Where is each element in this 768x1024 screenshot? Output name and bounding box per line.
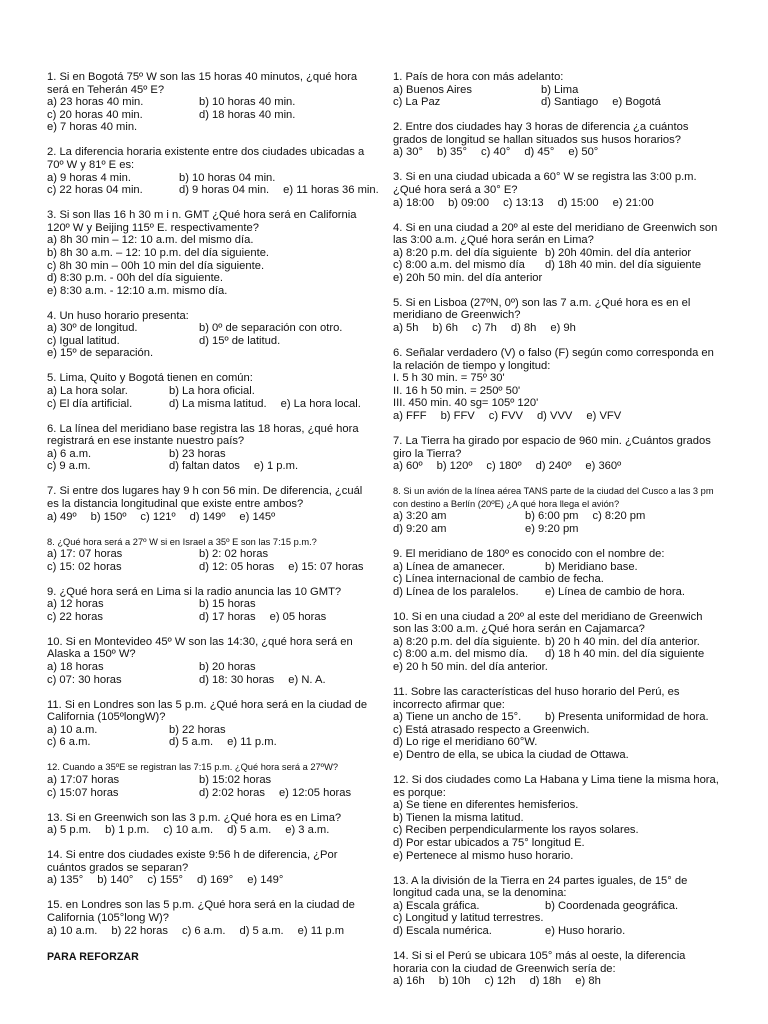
option-row — [393, 247, 721, 260]
answer-option: a) Buenos Aires — [393, 83, 472, 96]
question-stem: 3. Si son llas 16 h 30 m i n. GMT ¿Qué hora será en California 120º W y Beijing 115º E. respectivamente? — [47, 209, 357, 234]
answer-option: a) 18 horas — [47, 661, 104, 674]
option-row — [393, 824, 721, 837]
option-row — [393, 397, 721, 410]
answer-option: c) 07: 30 horas — [47, 673, 122, 686]
answer-option: e) VFV — [586, 410, 622, 423]
answer-option: b) 10 horas 04 min. — [179, 171, 276, 184]
answer-option: c) Línea internacional de cambio de fecha. — [393, 573, 604, 586]
option-row — [393, 84, 721, 97]
question-right-13 — [393, 875, 721, 938]
answer-option: d) Escala numérica. — [393, 924, 492, 937]
option-row — [47, 548, 373, 561]
question-stem: 8. Si un avión de la línea aérea TANS parte de la ciudad del Cusco a las 3 pm con destino a Berlín (20ºE) ¿A qué hora llega el avión? — [393, 486, 714, 509]
question-right-2 — [393, 121, 721, 159]
question-stem: 5. Lima, Quito y Bogotá tienen en común: — [47, 372, 253, 385]
answer-option: c) 10 a.m. — [163, 824, 214, 837]
option-row — [393, 912, 721, 925]
answer-option: e) N. A. — [288, 673, 326, 686]
option-row — [393, 523, 721, 536]
answer-option: c) 180º — [486, 460, 522, 473]
answer-option: a) 49º — [47, 510, 77, 523]
answer-option: d) 18h — [529, 975, 562, 988]
option-row — [47, 260, 373, 273]
option-row — [393, 925, 721, 938]
question-stem: 4. Un huso horario presenta: — [47, 309, 189, 322]
answer-option: a) 30º de longitud. — [47, 322, 138, 335]
answer-option: a) 9 horas 4 min. — [47, 171, 131, 184]
option-row — [47, 184, 379, 197]
answer-option: a) 10 a.m. — [47, 723, 98, 736]
question-left-7 — [47, 485, 373, 523]
question-left-15 — [47, 899, 373, 937]
option-row — [47, 172, 373, 185]
answer-option: III. 450 min. 40 sg= 105º 120' — [393, 397, 539, 410]
question-stem: 6. Señalar verdadero (V) o falso (F) según como corresponda en la relación de tiempo y longitud: — [393, 347, 714, 372]
answer-option: b) 35° — [436, 146, 467, 159]
option-row — [393, 573, 721, 586]
answer-option: d) 5 a.m. — [169, 736, 214, 749]
answer-option: a) 60º — [393, 460, 423, 473]
answer-option: a) 23 horas 40 min. — [47, 96, 144, 109]
answer-option: c) 8:20 pm — [592, 510, 646, 523]
answer-option: d) 45° — [524, 146, 555, 159]
option-row — [47, 787, 373, 800]
question-stem: 12. Si dos ciudades como La Habana y Lima tiene la misma hora, es porque: — [393, 774, 719, 799]
answer-option: a) 10 a.m. — [47, 924, 98, 937]
answer-option: d) 15º de latitud. — [199, 334, 281, 347]
answer-option: c) 22 horas 04 min. — [47, 184, 143, 197]
answer-option: a) La hora solar. — [47, 385, 128, 398]
answer-option: e) 11 p.m. — [227, 736, 277, 749]
answer-option: a) 6 a.m. — [47, 447, 92, 460]
question-left-6 — [47, 423, 373, 473]
answer-option: b) 15 horas — [199, 598, 256, 611]
answer-option: a) 5 p.m. — [47, 824, 92, 837]
answer-option: e) 9h — [550, 322, 576, 335]
option-row — [393, 197, 721, 210]
question-stem: 13. A la división de la Tierra en 24 partes iguales, de 15° de longitud cada una, se la denomina: — [393, 874, 688, 900]
answer-option: d) Lo rige el meridiano 60°W. — [393, 736, 538, 749]
option-row — [393, 724, 721, 737]
answer-option: c) 22 horas — [47, 610, 103, 623]
option-row — [393, 636, 721, 649]
answer-option: c) 8:00 a.m. del mismo día — [393, 259, 525, 272]
answer-option: c) Reciben perpendicularmente los rayos solares. — [393, 824, 639, 837]
option-row — [47, 925, 373, 938]
answer-option: d) 149º — [189, 510, 226, 523]
answer-option: d) 18 horas 40 min. — [199, 108, 296, 121]
answer-option: d) VVV — [536, 410, 573, 423]
question-stem: 10. Si en Montevideo 45º W son las 14:30, ¿qué hora será en Alaska a 150º W? — [47, 635, 353, 661]
question-stem: 13. Si en Greenwich son las 3 p.m. ¿Qué hora es en Lima? — [47, 811, 342, 824]
answer-option: e) Pertenece al mismo huso horario. — [393, 849, 574, 862]
answer-option: b) 23 horas — [169, 447, 226, 460]
option-row — [47, 109, 373, 122]
question-stem: 7. Si entre dos lugares hay 9 h con 56 min. De diferencia, ¿cuál es la distancia longitudinal que existe entre ambos? — [47, 485, 363, 510]
answer-option: b) 8h 30 a.m. – 12: 10 p.m. del día siguiente. — [47, 246, 270, 259]
answer-option: b) 09:00 — [448, 196, 490, 209]
question-left-14 — [47, 849, 373, 887]
answer-option: c) 8h 30 min – 00h 10 min del día siguiente. — [47, 259, 265, 272]
answer-option: c) La Paz — [393, 96, 441, 109]
question-stem: 4. Si en una ciudad a 20º al este del meridiano de Greenwich son las 3:00 a.m. ¿Qué hora serán en Lima? — [393, 221, 718, 247]
answer-option: b) 120º — [436, 460, 473, 473]
answer-option: c) FVV — [488, 410, 523, 423]
option-row — [393, 648, 721, 661]
question-right-9 — [393, 548, 721, 598]
answer-option: c) El día artificial. — [47, 397, 133, 410]
answer-option: e) 20h 50 min. del día anterior — [393, 271, 543, 284]
option-row — [393, 259, 721, 272]
question-left-5 — [47, 372, 373, 410]
answer-option: b) 0º de separación con otro. — [199, 322, 343, 335]
answer-option: e) 50° — [568, 146, 599, 159]
option-row — [47, 398, 373, 411]
answer-option: d) 17 horas — [199, 610, 256, 623]
question-right-5 — [393, 297, 721, 335]
answer-option: c) 12h — [484, 975, 516, 988]
answer-option: d) 169° — [196, 874, 234, 887]
answer-option: e) 05 horas — [269, 610, 327, 623]
answer-option: d) 2:02 horas — [199, 786, 265, 799]
question-stem: 14. Si si el Perú se ubicara 105° más al oeste, la diferencia horaria con la ciudad de Greenwich sería de: — [393, 949, 686, 975]
question-right-4 — [393, 222, 721, 285]
option-row — [47, 561, 373, 574]
answer-option: e) 360º — [585, 460, 622, 473]
option-row — [393, 711, 721, 724]
answer-option: c) 6 a.m. — [181, 924, 226, 937]
answer-option: a) 17: 07 horas — [47, 548, 123, 561]
right-column — [393, 71, 721, 1000]
answer-option: b) 1 p.m. — [105, 824, 150, 837]
answer-option: a) Línea de amanecer. — [393, 560, 505, 573]
question-left-11 — [47, 699, 373, 749]
answer-option: a) 3:20 am — [393, 510, 447, 523]
answer-option: a) Tiene un ancho de 15°. — [393, 711, 522, 724]
answer-option: b) Lima — [541, 83, 579, 96]
option-row — [393, 410, 721, 423]
answer-option: e) 21:00 — [612, 196, 654, 209]
answer-option: d) 15:00 — [557, 196, 599, 209]
answer-option: c) 40° — [480, 146, 511, 159]
answer-option: c) Longitud y latitud terrestres. — [393, 912, 544, 925]
answer-option: b) FFV — [440, 410, 475, 423]
question-left-3 — [47, 209, 373, 297]
option-row — [47, 121, 373, 134]
option-row — [393, 749, 721, 762]
answer-option: c) Igual latitud. — [47, 334, 120, 347]
answer-option: a) 8:20 p.m. del día siguiente. — [393, 635, 541, 648]
question-left-12 — [47, 761, 373, 799]
question-left-1 — [47, 71, 373, 134]
answer-option: e) 1 p.m. — [253, 460, 299, 473]
answer-option: c) 13:13 — [503, 196, 544, 209]
answer-option: d) 9 horas 04 min. — [179, 184, 270, 197]
question-stem: 7. La Tierra ha girado por espacio de 960 min. ¿Cuántos grados giro la Tierra? — [393, 435, 711, 460]
answer-option: b) La hora oficial. — [169, 385, 255, 398]
question-left-10 — [47, 636, 373, 686]
option-row — [47, 598, 373, 611]
answer-option: a) 30° — [393, 146, 423, 159]
option-row — [47, 96, 373, 109]
option-row — [393, 850, 721, 863]
answer-option: b) 20 horas — [199, 661, 256, 674]
question-stem: 11. Si en Londres son las 5 p.m. ¿Qué hora será en la ciudad de California (105ºlongW)? — [47, 698, 368, 724]
answer-option: b) 150º — [90, 510, 127, 523]
question-stem: 2. La diferencia horaria existente entre dos ciudades ubicadas a 70º W y 81º E es: — [47, 146, 365, 171]
question-right-12 — [393, 774, 721, 862]
answer-option: b) 2: 02 horas — [199, 548, 269, 561]
question-stem: 3. Si en una ciudad ubicada a 60° W se registra las 3:00 p.m. ¿Qué hora será a 30° E? — [393, 171, 697, 196]
answer-option: b) 140° — [97, 874, 134, 887]
answer-option: e) 149° — [247, 874, 284, 887]
option-row — [47, 774, 373, 787]
option-row — [393, 322, 721, 335]
answer-option: e) Dentro de ella, se ubica la ciudad de Ottawa. — [393, 749, 629, 762]
answer-option: c) 121º — [140, 510, 176, 523]
answer-option: b) 22 horas — [111, 924, 168, 937]
answer-option: b) 22 horas — [169, 723, 226, 736]
answer-option: b) 20 h 40 min. del día anterior. — [545, 635, 700, 648]
option-row — [47, 448, 373, 461]
section-heading: PARA REFORZAR — [47, 951, 139, 963]
option-row — [47, 824, 373, 837]
answer-option: c) Está atrasado respecto a Greenwich. — [393, 723, 590, 736]
option-row — [47, 272, 373, 285]
answer-option: d) 5 a.m. — [227, 824, 272, 837]
question-stem: 10. Si en una ciudad a 20º al este del meridiano de Greenwich son las 3:00 a.m. ¿Qué hora serán en Cajamarca? — [393, 610, 703, 636]
answer-option: e) 7 horas 40 min. — [47, 121, 138, 134]
answer-option: d) 8h — [510, 322, 537, 335]
question-stem: 9. El meridiano de 180º es conocido con el nombre de: — [393, 547, 665, 560]
answer-option: b) 20h 40min. del día anterior — [545, 246, 692, 259]
answer-option: e) 3 a.m. — [285, 824, 330, 837]
question-right-11 — [393, 686, 721, 762]
answer-option: d) 240º — [535, 460, 572, 473]
question-stem: 6. La línea del meridiano base registra las 18 horas, ¿qué hora registrará en ese instante nuestro país? — [47, 422, 359, 448]
option-row — [393, 272, 721, 285]
question-stem: 15. en Londres son las 5 p.m. ¿Qué hora será en la ciudad de California (105°long W)? — [47, 899, 355, 924]
answer-option: a) 5h — [393, 322, 419, 335]
answer-option: e) Bogotá — [612, 96, 661, 109]
answer-option: d) La misma latitud. — [169, 397, 267, 410]
option-row — [47, 724, 373, 737]
option-row — [47, 335, 373, 348]
answer-option: c) 8:00 a.m. del mismo día. — [393, 648, 528, 661]
answer-option: c) 7h — [472, 322, 497, 335]
question-right-8 — [393, 485, 721, 535]
answer-option: e) 20 h 50 min. del día anterior. — [393, 661, 548, 674]
answer-option: a) 16h — [393, 975, 425, 988]
answer-option: e) 12:05 horas — [278, 786, 352, 799]
question-stem: 8. ¿Qué hora será a 27º W si en Israel a 35º E son las 7:15 p.m.? — [47, 536, 317, 547]
option-row — [393, 799, 721, 812]
answer-option: c) 15:07 horas — [47, 786, 119, 799]
answer-option: b) Presenta uniformidad de hora. — [545, 711, 709, 724]
answer-option: II. 16 h 50 min. = 250º 50' — [393, 384, 521, 397]
question-stem: 1. Si en Bogotá 75º W son las 15 horas 40 minutos, ¿qué hora será en Teherán 45º E? — [47, 71, 358, 96]
option-row — [393, 975, 721, 988]
question-stem: 11. Sobre las características del huso horario del Perú, es incorrecto afirmar que: — [393, 686, 680, 711]
answer-option: e) 15º de separación. — [47, 347, 154, 360]
answer-option: a) Se tiene en diferentes hemisferios. — [393, 799, 579, 812]
question-stem: 5. Si en Lisboa (27ºN, 0º) son las 7 a.m. ¿Qué hora es en el meridiano de Greenwich? — [393, 296, 691, 322]
answer-option: e) Huso horario. — [545, 924, 626, 937]
answer-option: a) Escala gráfica. — [393, 899, 480, 912]
question-stem: 2. Entre dos ciudades hay 3 horas de diferencia ¿a cuántos grados de longitud se hallan situados sus husos horarios? — [393, 121, 689, 146]
option-row — [47, 460, 373, 473]
option-row — [393, 837, 721, 850]
option-row — [393, 586, 721, 599]
answer-option: d) Línea de los paralelos. — [393, 585, 519, 598]
answer-option: b) 6:00 pm — [525, 510, 579, 523]
option-row — [47, 661, 373, 674]
answer-option: a) 135° — [47, 874, 84, 887]
answer-option: d) 18 h 40 min. del día siguiente — [545, 648, 705, 661]
answer-option: e) 8:30 a.m. - 12:10 a.m. mismo día. — [47, 284, 228, 297]
option-row — [393, 812, 721, 825]
answer-option: e) Línea de cambio de hora. — [545, 585, 685, 598]
option-row — [393, 736, 721, 749]
question-left-2 — [47, 146, 379, 197]
answer-option: a) 8h 30 min – 12: 10 a.m. del mismo día. — [47, 234, 254, 247]
answer-option: e) La hora local. — [280, 397, 361, 410]
question-right-14 — [393, 950, 721, 988]
answer-option: d) 9:20 am — [393, 522, 447, 535]
option-row — [47, 322, 373, 335]
answer-option: d) 8:30 p.m. - 00h del día siguiente. — [47, 272, 224, 285]
option-row — [47, 247, 373, 260]
answer-option: c) 15: 02 horas — [47, 560, 122, 573]
answer-option: c) 9 a.m. — [47, 460, 91, 473]
option-row — [393, 460, 721, 473]
answer-option: a) 8:20 p.m. del día siguiente — [393, 246, 538, 259]
option-row — [393, 385, 721, 398]
option-row — [47, 874, 373, 887]
answer-option: a) FFF — [393, 410, 427, 423]
answer-option: b) 6h — [432, 322, 458, 335]
question-right-10 — [393, 611, 721, 674]
answer-option: e) 11 p.m — [297, 924, 345, 937]
question-stem: 14. Si entre dos ciudades existe 9:56 h de diferencia, ¿Por cuántos grados se separan? — [47, 849, 338, 874]
answer-option: a) 17:07 horas — [47, 774, 120, 787]
option-row — [393, 96, 721, 109]
answer-option: b) Coordenada geográfica. — [545, 899, 679, 912]
option-row — [47, 234, 373, 247]
answer-option: c) 6 a.m. — [47, 736, 91, 749]
option-row — [393, 372, 721, 385]
question-right-6 — [393, 347, 721, 423]
option-row — [47, 385, 373, 398]
answer-option: b) 15:02 horas — [199, 774, 272, 787]
answer-option: e) 8h — [575, 975, 601, 988]
option-row — [393, 561, 721, 574]
option-row — [47, 736, 373, 749]
answer-option: e) 9:20 pm — [525, 522, 579, 535]
answer-option: c) 155° — [147, 874, 183, 887]
option-row — [393, 146, 721, 159]
answer-option: d) Santiago — [541, 96, 599, 109]
option-row — [393, 510, 721, 523]
question-left-13 — [47, 812, 373, 837]
answer-option: d) 5 a.m. — [239, 924, 284, 937]
answer-option: d) Por estar ubicados a 75° longitud E. — [393, 836, 585, 849]
option-row — [47, 347, 373, 360]
answer-option: b) 10 horas 40 min. — [199, 96, 296, 109]
answer-option: b) 10h — [438, 975, 471, 988]
option-row — [47, 511, 373, 524]
question-left-8 — [47, 536, 373, 574]
answer-option: b) Meridiano base. — [545, 560, 638, 573]
answer-option: c) 20 horas 40 min. — [47, 108, 143, 121]
option-row — [47, 674, 373, 687]
answer-option: e) 15: 07 horas — [288, 560, 364, 573]
question-stem: 12. Cuando a 35ºE se registran las 7:15 p.m. ¿Qué hora será a 27ºW? — [47, 762, 339, 773]
answer-option: d) 12: 05 horas — [199, 560, 275, 573]
answer-option: d) 18: 30 horas — [199, 673, 275, 686]
answer-option: e) 11 horas 36 min. — [283, 184, 379, 197]
option-row — [393, 661, 721, 674]
question-left-9 — [47, 586, 373, 624]
answer-option: b) Tienen la misma latitud. — [393, 811, 524, 824]
question-right-3 — [393, 171, 721, 209]
question-stem: 9. ¿Qué hora será en Lima si la radio anuncia las 10 GMT? — [47, 585, 342, 598]
answer-option: d) 18h 40 min. del día siguiente — [545, 259, 702, 272]
answer-option: a) 12 horas — [47, 598, 104, 611]
option-row — [47, 285, 373, 298]
question-left-4 — [47, 310, 373, 360]
answer-option: e) 145º — [239, 510, 276, 523]
answer-option: a) 18:00 — [393, 196, 435, 209]
answer-option: I. 5 h 30 min. = 75º 30' — [393, 372, 505, 385]
question-right-1 — [393, 71, 721, 109]
answer-option: d) faltan datos — [169, 460, 240, 473]
question-right-7 — [393, 435, 721, 473]
question-stem: 1. País de hora con más adelanto: — [393, 71, 564, 83]
option-row — [47, 611, 373, 624]
option-row — [393, 900, 721, 913]
left-column — [47, 71, 379, 950]
